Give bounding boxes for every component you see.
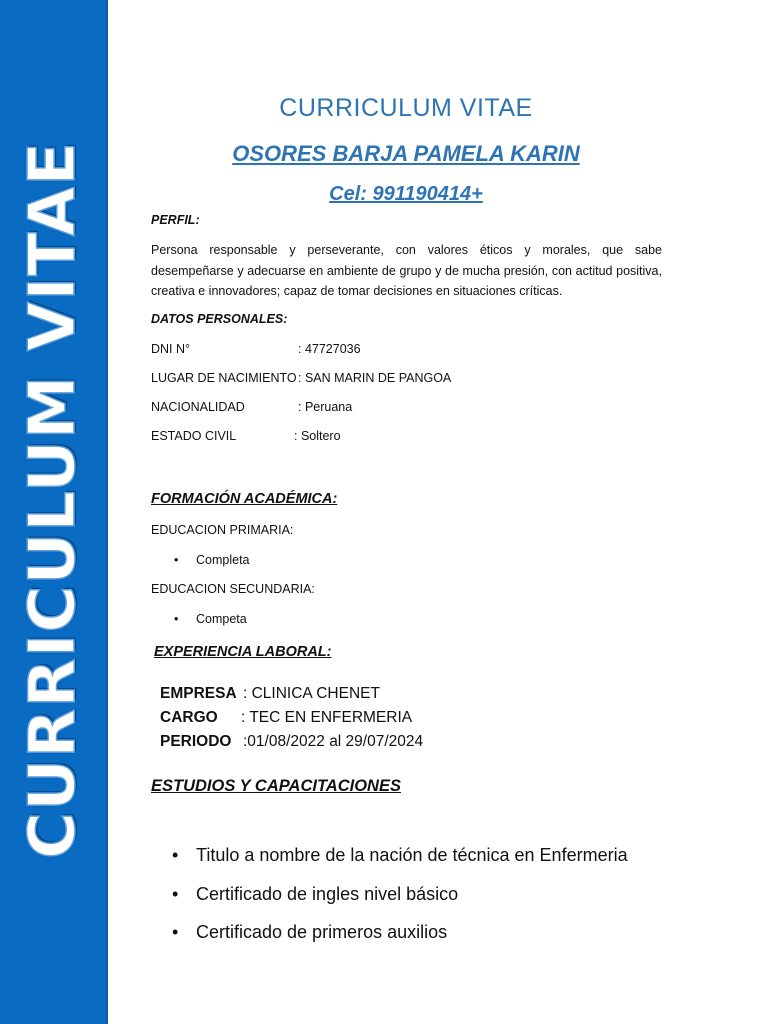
estudio-item: Certificado de ingles nivel básico <box>196 884 459 904</box>
sidebar-banner <box>0 0 108 1024</box>
estudio-item: Certificado de primeros auxilios <box>196 922 448 942</box>
sidebar-title: CURRICULUM VITAE <box>16 141 90 859</box>
datos-row-lugar <box>151 371 451 385</box>
job-label: EMPRESA <box>160 685 237 702</box>
experiencia-heading: EXPERIENCIA LABORAL: <box>154 644 332 660</box>
datos-value: : SAN MARIN DE PANGOA <box>298 371 452 385</box>
bullet-icon: • <box>172 884 179 904</box>
perfil-heading: PERFIL: <box>151 213 200 227</box>
datos-row-dni <box>151 342 361 356</box>
datos-label: NACIONALIDAD <box>151 400 245 414</box>
job-row-cargo <box>160 709 412 727</box>
datos-row-nacionalidad <box>151 400 352 414</box>
list-item <box>172 845 628 866</box>
primaria-label: EDUCACION PRIMARIA: <box>151 523 294 537</box>
secundaria-value: Competa <box>196 612 247 626</box>
formacion-heading: FORMACIÓN ACADÉMICA: <box>151 491 338 507</box>
list-item <box>172 884 458 905</box>
list-item <box>174 612 247 626</box>
job-label: PERIODO <box>160 733 232 750</box>
primaria-value: Completa <box>196 553 250 567</box>
job-label: CARGO <box>160 709 218 726</box>
job-row-periodo <box>160 733 423 751</box>
estudio-item: Titulo a nombre de la nación de técnica en Enfermeria <box>196 845 628 865</box>
job-value: :01/08/2022 al 29/07/2024 <box>243 733 424 750</box>
datos-label: DNI N° <box>151 342 191 356</box>
datos-label: LUGAR DE NACIMIENTO <box>151 371 297 385</box>
secundaria-label: EDUCACION SECUNDARIA: <box>151 582 315 596</box>
document-title: CURRICULUM VITAE <box>279 94 533 122</box>
list-item <box>174 553 250 567</box>
job-value: : TEC EN ENFERMERIA <box>241 709 413 726</box>
phone-number: Cel: 991190414+ <box>329 183 483 205</box>
bullet-icon: • <box>172 922 179 942</box>
datos-row-estado-civil <box>151 429 341 443</box>
datos-value: : Soltero <box>294 429 341 443</box>
datos-value: : 47727036 <box>298 342 361 356</box>
job-value: : CLINICA CHENET <box>243 685 380 702</box>
datos-value: : Peruana <box>298 400 353 414</box>
candidate-name: OSORES BARJA PAMELA KARIN <box>232 141 580 166</box>
estudios-heading: ESTUDIOS Y CAPACITACIONES <box>151 777 401 795</box>
job-row-empresa <box>160 685 380 703</box>
bullet-icon: • <box>174 553 179 567</box>
bullet-icon: • <box>172 845 179 865</box>
datos-label: ESTADO CIVIL <box>151 429 237 443</box>
datos-heading: DATOS PERSONALES: <box>151 312 288 326</box>
perfil-text: Persona responsable y perseverante, con valores éticos y morales, que sabe desempeñarse y adecuarse en ambiente de grupo y de mucha presión, con actitud positiva, creativa e innovadores; capaz de tomar decisiones en situaciones críticas. <box>151 243 662 298</box>
list-item <box>172 922 447 943</box>
bullet-icon: • <box>174 612 179 626</box>
